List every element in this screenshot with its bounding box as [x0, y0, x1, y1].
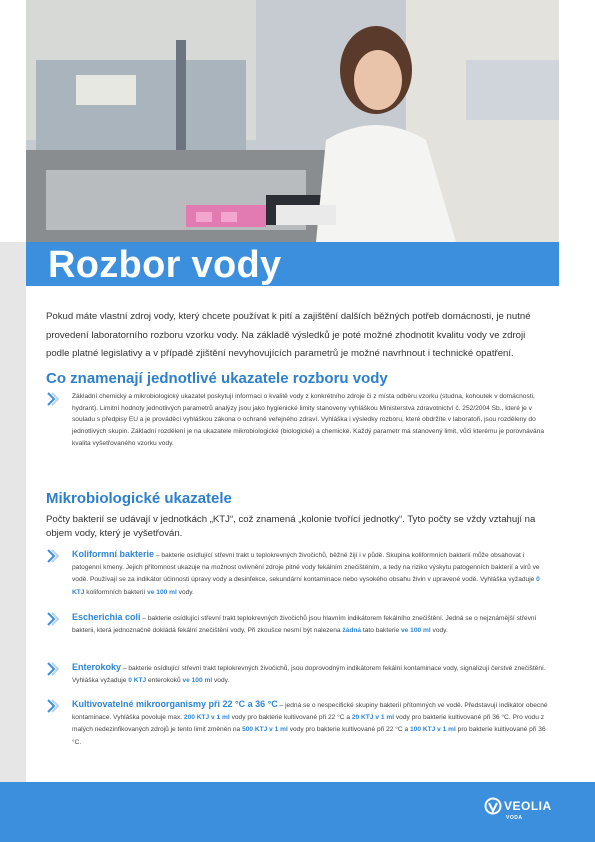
- text-run: koliformních bakterií: [84, 588, 148, 596]
- text-run: vody.: [176, 588, 194, 596]
- text-run: – bakterie osídlující střevní trakt teplokrevných živočichů, jsou doprovodným indikátorem fekální kontaminace vody, signalizují čerstvé znečištění. Vyhláška vyžaduje: [72, 665, 546, 685]
- highlight-value: 100 KTJ v 1 ml: [410, 726, 456, 734]
- list-item-text: [72, 661, 554, 687]
- text-run: vody pro bakterie kultivované při 36 °C. Pro vodu z malých nedezinfikovaných zdrojů je tento limit změněn na: [72, 714, 545, 734]
- lab-photo-illustration: [26, 0, 559, 242]
- text-run: vody.: [212, 677, 230, 685]
- list-item-escherichia-coli: [46, 611, 554, 637]
- highlight-value: 0 KTJ: [72, 576, 540, 596]
- bacteria-counts-paragraph: Počty bakterií se udávají v jednotkách „KTJ“, což znamená „kolonie tvořící jednotky“. Tyto počty se vždy vztahují na objem vody, který je vyšetřován.: [46, 514, 536, 539]
- list-item-text: [72, 698, 554, 749]
- highlight-value: 0 KTJ: [128, 677, 147, 685]
- highlight-value: žádná: [342, 627, 362, 635]
- term-label: Enterokoky: [72, 662, 122, 672]
- arrow-bullet-icon: [46, 392, 60, 406]
- logo-brand-text: VEOLIA: [504, 799, 552, 813]
- highlight-value: 20 KTJ v 1 ml: [351, 714, 395, 722]
- arrow-bullet-icon: [46, 612, 60, 626]
- section-heading-indicators: Co znamenají jednotlivé ukazatele rozboru vody: [46, 370, 388, 387]
- title-band: [26, 242, 559, 286]
- text-run: enterokoků: [146, 677, 183, 685]
- arrow-bullet-icon: [46, 699, 60, 713]
- section-indicators-text: Základní chemický a mikrobiologický ukazatel poskytují informaci o kvalitě vody z konkrétního zdroje či z místa odběru vzorku (studna, kohoutek v domácnosti, hydrant). Limitní hodnoty jednotlivých parametrů analýzy jsou jako hygienické limity stanoveny vyhláškou Ministerstva zdravotnictví č. 252/2004 Sb., které je v souladu s předpisy EU a je prováděcí vyhláškou zákona o ochraně veřejného zdraví. Vyhláška i výsledky rozboru, které obdržíte v laboratoři, jsou rozděleny do jednotlivých skupin. Základní rozdělení je na ukazatele mikrobiologické (biologické) a chemické. Každý parametr má stanovený limit, vůči kterému je porovnávána kvalita vyšetřovaného vzorku vody.: [72, 393, 545, 447]
- left-sidebar-strip: [0, 242, 26, 782]
- list-item-cultivable-microorganisms: [46, 698, 554, 749]
- arrow-bullet-icon: [46, 662, 60, 676]
- text-run: – bakterie osídlující střevní trakt teplokrevných živočichů jsou hlavním indikátorem fekálního znečištění. Jedná se o nejznámější střevní bakterii, která jednoznačně dokládá fekální znečištění vody. Při zkoušce nesmí být nalezena: [72, 615, 537, 635]
- text-run: tato bakterie: [361, 627, 402, 635]
- term-label: Kultivovatelné mikroorganismy při 22 °C a 36 °C: [72, 699, 278, 709]
- intro-paragraph: Pokud máte vlastní zdroj vody, který chcete používat k pití a zajištění dalších běžných potřeb domácnosti, je nutné provedení laboratorního rozboru vzorku vody. Na základě výsledků je poté možné zhodnotit kvalitu vody ve zdroji podle platné legislativy a v případě zjištění nevyhovujících parametrů je možné navrhnout i technické opatření.: [46, 311, 531, 359]
- list-item-enterococci: [46, 661, 554, 687]
- text-run: vody.: [430, 627, 448, 635]
- header-photo-laboratory: [26, 0, 559, 242]
- page-title: Rozbor vody: [48, 244, 282, 286]
- term-label: Escherichia coli: [72, 612, 141, 622]
- highlight-value: ve 100 ml: [147, 588, 177, 596]
- list-item-text: [72, 611, 554, 637]
- text-run: – bakterie osídlující střevní trakt u teplokrevných živočichů, běžně žijí i v půdě. Skupina koliformních bakterií může obsahovat i patogenní kmeny. Jejich přítomnost ukazuje na možnost ovlivnění zdroje pitné vody fekálním znečištěním, a tedy na riziko výskytu patogenních bakterií a virů ve vodě. Používají se za indikátor účinnosti úpravy vody a desinfekce, sekundární kontaminace nebo vysokého obsahu živin v upravené vodě. Vyhláška vyžaduje: [72, 552, 540, 584]
- list-item-coliform: [46, 548, 554, 599]
- list-item-text: [72, 548, 554, 599]
- text-run: pro bakterie kultivované při 36 °C.: [72, 726, 546, 746]
- veolia-logo: [484, 795, 564, 825]
- term-label: Koliformní bakterie: [72, 549, 155, 559]
- arrow-bullet-icon: [46, 549, 60, 563]
- section-indicators-text-block: [46, 391, 554, 450]
- highlight-value: ve 100 ml: [182, 677, 213, 685]
- text-run: vody pro bakterie kultivované při 22 °C a: [229, 714, 352, 722]
- logo-sub-text: VODA: [506, 815, 523, 821]
- text-run: – jedná se o nespecifické skupiny bakterií přítomných ve vodě. Představují indikátor obecné kontaminace. Vyhláška povoluje max.: [72, 702, 548, 722]
- highlight-value: ve 100 ml: [401, 627, 431, 635]
- text-run: vody pro bakterie kultivované při 22 °C a: [287, 726, 411, 734]
- section-heading-microbiological: Mikrobiologické ukazatele: [46, 490, 232, 507]
- veolia-emblem-icon: [484, 797, 502, 817]
- highlight-value: 200 KTJ v 1 ml: [183, 714, 230, 722]
- highlight-value: 500 KTJ v 1 ml: [242, 726, 288, 734]
